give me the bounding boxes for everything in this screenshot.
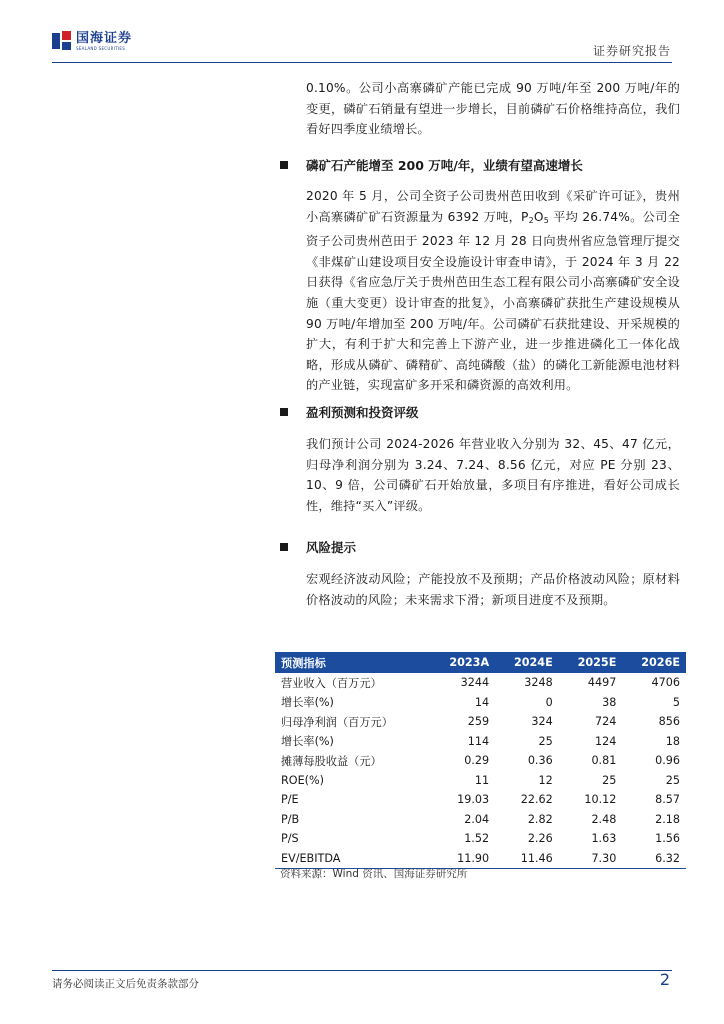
table-cell: 7.30 [559, 849, 623, 869]
table-header-cell: 2024E [513, 656, 553, 669]
table-cell: 25 [665, 773, 680, 787]
table-row-label: P/E [281, 793, 299, 807]
subscript-2: 2 [528, 215, 534, 225]
forecast-table-container [275, 652, 686, 869]
table-cell: 2.48 [591, 812, 617, 826]
table-row-label: 营业收入（百万元） [281, 676, 382, 690]
table-cell: 11 [474, 773, 490, 787]
table-header-cell: 2025E [577, 656, 617, 669]
capacity-text-b: 平均 26.74%。公司全资子公司贵州芭田于 2023 年 12 月 28 日向贵州省应急管理厅提交《非煤矿山建设项目安全设施设计审查申请》，于 2024 年 3 月 22 日获得《省应急厅关于贵州芭田生态工程有限公司小高寨磷矿安全设施（重大变更）设计审查的批复》，小高寨磷矿获批生产建设规模从 90 万吨/年增加至 200 万吨/年。公司磷矿石获批建设、开采规模的扩大，有利于扩大和完善上下游产业，进一步推进磷化工一体化战略，形成从磷矿、磷精矿、高纯磷酸（盐）的磷化工新能源电池材料的产业链，实现富矿多开采和磷资源的高效利用。 [306, 209, 680, 393]
table-header-cell: 2026E [641, 656, 680, 669]
table-row [275, 771, 686, 791]
table-row-label: ROE(%) [281, 773, 325, 787]
table-row-label: 增长率(%) [281, 735, 334, 749]
risk-paragraph: 宏观经济波动风险；产能投放不及预期；产品价格波动风险；原材料价格波动的风险；未来需求下滑；新项目进度不及预期。 [306, 572, 680, 607]
table-row [275, 810, 686, 830]
table-cell: 22.62 [520, 793, 553, 807]
table-cell: 114 [467, 734, 490, 748]
table-cell: 12 [538, 773, 553, 787]
table-cell: 38 [602, 695, 617, 709]
table-row [275, 732, 686, 752]
table-row [275, 712, 686, 732]
header-divider [52, 62, 672, 63]
table-row-label: 摊薄每股收益（元） [281, 754, 382, 768]
subscript-5: 5 [543, 215, 549, 225]
table-cell: 11.46 [495, 849, 559, 869]
square-bullet-icon [280, 543, 288, 551]
table-cell: 3248 [524, 676, 553, 690]
table-cell: 124 [595, 734, 617, 748]
table-cell: 8.57 [655, 793, 680, 807]
table-row [275, 790, 686, 810]
table-cell: 25 [602, 773, 617, 787]
table-row-label: P/S [281, 832, 299, 846]
capacity-text-a: 2020 年 5 月，公司全资子公司贵州芭田收到《采矿许可证》，贵州小高寨磷矿矿石资源量为 6392 万吨，P [306, 189, 680, 224]
section-title: 磷矿石产能增至 200 万吨/年，业绩有望高速增长 [306, 158, 583, 173]
table-cell: 19.03 [457, 793, 490, 807]
footer-divider [52, 970, 672, 971]
section-heading-risk [280, 538, 356, 556]
table-row [275, 693, 686, 713]
forecast-table [275, 652, 686, 869]
table-row-label: 归母净利润（百万元） [281, 715, 393, 729]
table-cell: 11.90 [430, 849, 495, 869]
section-title: 盈利预测和投资评级 [306, 405, 419, 420]
section-title: 风险提示 [306, 540, 357, 555]
table-cell: 4497 [587, 676, 617, 690]
table-cell: 2.82 [527, 812, 553, 826]
forecast-paragraph: 我们预计公司 2024-2026 年营业收入分别为 32、45、47 亿元，归母净利润分别为 3.24、7.24、8.56 亿元，对应 PE 分别 23、10、9 倍，公司磷矿石开始放量，多项目有序推进，看好公司成长性，维持“买入”评级。 [306, 437, 680, 513]
table-row-label: P/B [281, 812, 300, 826]
footer-disclaimer: 请务必阅读正文后免责条款部分 [52, 978, 199, 990]
intro-paragraph: 0.10%。公司小高寨磷矿产能已完成 90 万吨/年至 200 万吨/年的变更，磷矿石销量有望进一步增长，目前磷矿石价格维持高位，我们看好四季度业绩增长。 [306, 81, 680, 137]
table-source: 资料来源：Wind 资讯、国海证券研究所 [280, 868, 468, 880]
logo-name-en: SEALAND SECURITIES [76, 45, 126, 51]
table-cell: 18 [665, 734, 680, 748]
square-bullet-icon [280, 408, 288, 416]
table-row [275, 829, 686, 849]
table-cell: 0.36 [527, 754, 553, 768]
table-cell: 259 [467, 715, 490, 729]
table-cell: 5 [672, 695, 680, 709]
table-cell: 6.32 [622, 849, 686, 869]
square-bullet-icon [280, 161, 288, 169]
table-cell: 1.63 [591, 832, 617, 846]
table-cell: 10.12 [584, 793, 617, 807]
table-cell: 856 [658, 715, 680, 729]
table-header-cell: 预测指标 [281, 656, 326, 670]
table-cell: 0.96 [655, 754, 680, 768]
table-cell: 25 [538, 734, 553, 748]
page-header [0, 0, 724, 62]
table-cell: 324 [531, 715, 553, 729]
table-cell: 3244 [460, 676, 490, 690]
table-row-label: EV/EBITDA [275, 849, 430, 869]
logo-icon [52, 31, 72, 51]
table-row [275, 673, 686, 693]
table-cell: 1.52 [464, 832, 490, 846]
section-heading-capacity [280, 156, 583, 174]
page-number: 2 [659, 970, 670, 989]
table-cell: 2.18 [655, 812, 680, 826]
table-cell: 2.26 [527, 832, 553, 846]
table-cell: 724 [595, 715, 617, 729]
capacity-text-o: O [533, 209, 544, 224]
report-type: 证券研究报告 [592, 44, 671, 58]
section-heading-forecast [280, 403, 419, 421]
table-cell: 0.29 [464, 754, 490, 768]
capacity-paragraph [306, 186, 680, 396]
table-header-cell: 2023A [449, 656, 490, 669]
logo-name-cn: 国海证券 [76, 30, 133, 46]
table-cell: 14 [474, 695, 490, 709]
table-cell: 0 [545, 695, 553, 709]
table-cell: 0.81 [591, 754, 617, 768]
table-row-label: 增长率(%) [281, 696, 334, 710]
table-cell: 4706 [651, 676, 680, 690]
table-header-row [275, 652, 686, 673]
company-logo [52, 30, 132, 52]
table-row [275, 751, 686, 771]
table-cell: 2.04 [464, 812, 490, 826]
table-cell: 1.56 [655, 832, 680, 846]
